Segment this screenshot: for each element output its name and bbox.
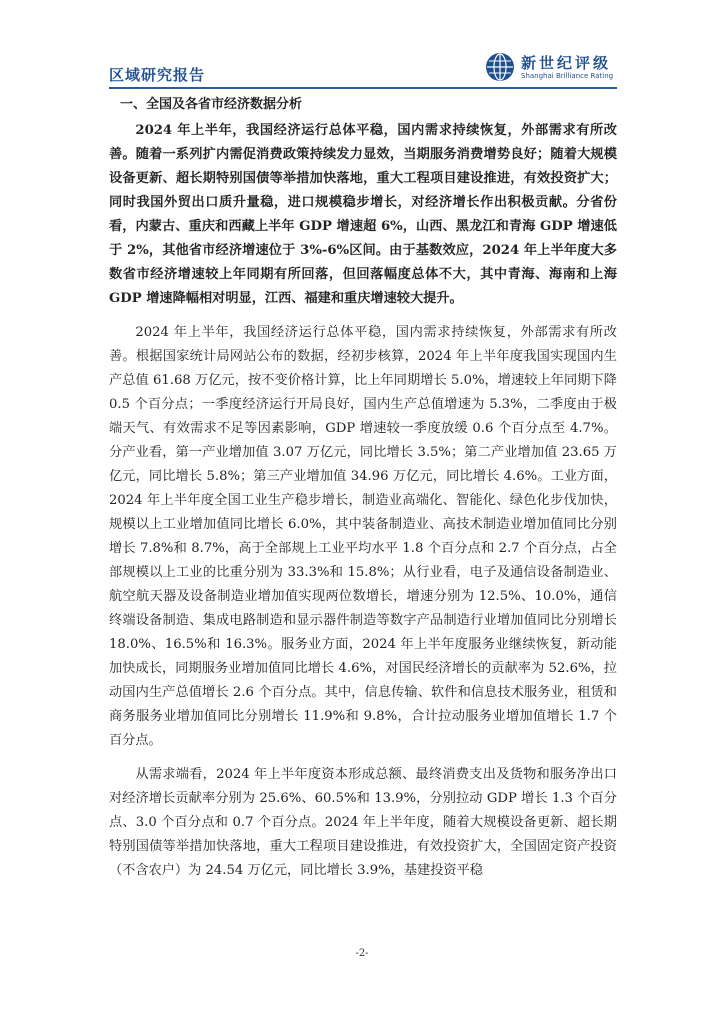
page-number: -2- xyxy=(355,948,369,959)
logo-chinese-name: 新世纪评级 xyxy=(521,54,612,72)
company-logo xyxy=(485,48,617,84)
summary-paragraph: 2024 年上半年，我国经济运行总体平稳，国内需求持续恢复，外部需求有所改善。随着一系列扩内需促消费政策持续发力显效，当期服务消费增势良好；随着大规模设备更新、超长期特别国债等举措加快落地，重大工程项目建设推进，有效投资扩大；同时我国外贸出口质升量稳，进口规模稳步增长，对经济增长作出积极贡献。分省份看，内蒙古、重庆和西藏上半年 GDP 增速超 6%，山西、黑龙江和青海 GDP 增速低于 2%，其他省市经济增速位于 3%-6%区间。由于基数效应，2024 年上半年度大多数省市经济增速较上年同期有所回落，但回落幅度总体不大，其中青海、海南和上海 GDP 增速降幅相对明显，江西、福建和重庆增速较大提升。 xyxy=(109,123,617,306)
report-type-title: 区域研究报告 xyxy=(109,66,206,84)
main-content xyxy=(109,119,617,883)
logo-english-name: Shanghai Brilliance Rating xyxy=(521,72,614,80)
body-paragraph-supply: 2024 年上半年，我国经济运行总体平稳，国内需求持续恢复，外部需求有所改善。根据国家统计局网站公布的数据，经初步核算，2024 年上半年度我国实现国内生产总值 61.68 万亿元，按不变价格计算，比上年同期增长 5.0%，增速较上年同期下降 0.5 个百分点；一季度经济运行开局良好，国内生产总值增速为 5.3%，二季度由于极端天气、有效需求不足等因素影响，GDP 增速较一季度放缓 0.6 个百分点至 4.7%。分产业看，第一产业增加值 3.07 万亿元，同比增长 3.5%；第二产业增加值 23.65 万亿元，同比增长 5.8%；第三产业增加值 34.96 万亿元，同比增长 4.6%。工业方面，2024 年上半年度全国工业生产稳步增长，制造业高端化、智能化、绿色化步伐加快，规模以上工业增加值同比增长 6.0%，其中装备制造业、高技术制造业增加值同比分别增长 7.8%和 8.7%，高于全部规上工业平均水平 1.8 个百分点和 2.7 个百分点，占全部规模以上工业的比重分别为 33.3%和 15.8%；从行业看，电子及通信设备制造业、航空航天器及设备制造业增加值实现两位数增长，增速分别为 12.5%、10.0%，通信终端设备制造、集成电路制造和显示器件制造等数字产品制造行业增加值同比分别增长 18.0%、16.5%和 16.3%。服务业方面，2024 年上半年度服务业继续恢复，新动能加快成长，同期服务业增加值同比增长 4.6%，对国民经济增长的贡献率为 52.6%，拉动国内生产总值增长 2.6 个百分点。其中，信息传输、软件和信息技术服务业，租赁和商务服务业增加值同比分别增长 11.9%和 9.8%，合计拉动服务业增加值增长 1.7 个百分点。 xyxy=(109,325,617,748)
globe-logo-icon xyxy=(485,52,515,82)
body-paragraph-demand: 从需求端看，2024 年上半年度资本形成总额、最终消费支出及货物和服务净出口对经济增长贡献率分别为 25.6%、60.5%和 13.9%，分别拉动 GDP 增长 1.3 个百分点、3.0 个百分点和 0.7 个百分点。2024 年上半年度，随着大规模设备更新、超长期特别国债等举措加快落地，重大工程项目建设推进，有效投资扩大，全国固定资产投资（不含农户）为 24.54 万亿元，同比增长 3.9%，基建投资平稳 xyxy=(109,767,617,878)
header-divider xyxy=(109,87,617,89)
section-heading: 一、全国及各省市经济数据分析 xyxy=(120,97,303,112)
